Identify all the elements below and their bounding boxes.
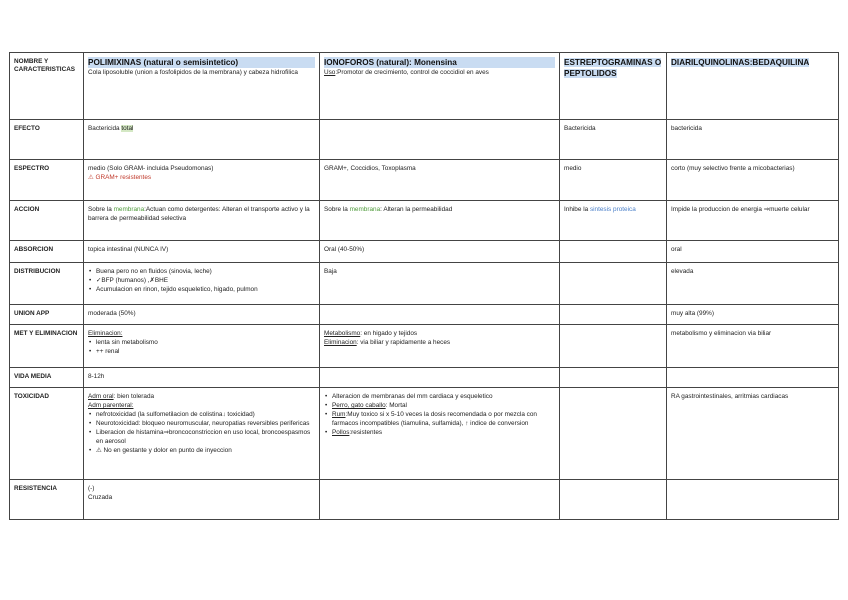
efecto-text: Bactericida: [88, 125, 122, 132]
table-row-toxicidad: [10, 388, 839, 480]
list-item: • ✓BFP (humanos) ,✗BHE: [96, 276, 315, 285]
table-row-distribucion: [10, 263, 839, 305]
cell-estreptograminas-resistencia: [560, 480, 667, 520]
cell-ionoforos-efecto: [320, 120, 560, 160]
cell-polimixinas-accion: [84, 201, 320, 241]
estreptograminas-title: ESTREPTOGRAMINAS O PEPTOLIDOS: [564, 58, 662, 78]
cell-ionoforos-met: [320, 325, 560, 368]
list-item: [332, 401, 555, 410]
cell-polimixinas-espectro: [84, 160, 320, 201]
cell-polimixinas-header: [84, 53, 320, 120]
cell-ionoforos-header: [320, 53, 560, 120]
list-item: • lenta sin metabolismo: [96, 338, 315, 347]
accion-text-c: :Actuan como detergentes: Alteran el transporte activo y la barrera de permeabilidad selectiva: [88, 206, 310, 222]
table-row-met: [10, 325, 839, 368]
diarilquinolinas-title: DIARILQUINOLINAS:BEDAQUILINA: [671, 58, 810, 67]
tox-adm-oral-label: Adm oral: [88, 393, 114, 400]
row-label-nombre: NOMBRE Y CARACTERISTICAS: [10, 53, 84, 120]
ionoforos-title: IONOFOROS (natural): Monensina: [324, 57, 555, 68]
resistencia-neg: (-): [88, 485, 95, 492]
cell-estreptograminas-union: [560, 305, 667, 325]
cell-ionoforos-distribucion: Baja: [320, 263, 560, 305]
tox-adm-oral-text: : bien tolerada: [113, 393, 155, 400]
cell-ionoforos-espectro: GRAM+, Coccidios, Toxoplasma: [320, 160, 560, 201]
list-item: • Alteracion de membranas del mm cardiaca y esqueletico: [332, 392, 555, 401]
list-item: • ⚠ No en gestante y dolor en punto de inyeccion: [96, 446, 315, 455]
accion-text-a: Sobre la: [88, 206, 114, 213]
cell-diarilquinolinas-distribucion: elevada: [667, 263, 839, 305]
row-label-met: MET Y ELIMINACION: [10, 325, 84, 368]
cell-polimixinas-absorcion: topica intestinal (NUNCA IV): [84, 241, 320, 263]
row-label-distribucion: DISTRIBUCION: [10, 263, 84, 305]
row-label-efecto: EFECTO: [10, 120, 84, 160]
tox-pollos-text: :resistentes: [349, 429, 383, 436]
cell-estreptograminas-efecto: Bactericida: [560, 120, 667, 160]
cell-polimixinas-vida: 8-12h: [84, 368, 320, 388]
cell-diarilquinolinas-toxicidad: RA gastrointestinales, arritmias cardiacas: [667, 388, 839, 480]
cell-diarilquinolinas-absorcion: oral: [667, 241, 839, 263]
espectro-gram-neg: medio (Solo GRAM- incluida Pseudomonas): [88, 165, 214, 172]
cell-diarilquinolinas-resistencia: [667, 480, 839, 520]
cell-ionoforos-accion: [320, 201, 560, 241]
cell-diarilquinolinas-met: metabolismo y eliminacion via biliar: [667, 325, 839, 368]
cell-polimixinas-toxicidad: [84, 388, 320, 480]
tox-perro-text: : Mortal: [385, 402, 407, 409]
table-row-resistencia: [10, 480, 839, 520]
tox-rum-label: Rum: [332, 411, 346, 418]
row-label-resistencia: RESISTENCIA: [10, 480, 84, 520]
cell-ionoforos-absorcion: Oral (40-50%): [320, 241, 560, 263]
ionoforos-uso-desc: :Promotor de crecimiento, control de coccidiol en aves: [335, 69, 489, 76]
list-item: [332, 428, 555, 437]
espectro-warning: ⚠ GRAM+ resistentes: [88, 174, 152, 181]
list-item: • nefrotoxicidad (la sulfometilacion de colistina↓ toxicidad): [96, 410, 315, 419]
tox-pollos-label: Pollos: [332, 429, 350, 436]
met-eliminacion-head: Eliminacion:: [88, 330, 123, 337]
accion-iono-c: : Alteran la permeabilidad: [380, 206, 453, 213]
polimixinas-desc: Cola liposoluble (union a fosfolipidos de la membrana) y cabeza hidrofilica: [88, 69, 298, 76]
cell-diarilquinolinas-efecto: bactericida: [667, 120, 839, 160]
cell-estreptograminas-accion: [560, 201, 667, 241]
table-row-union: [10, 305, 839, 325]
resistencia-cruzada: Cruzada: [88, 494, 113, 501]
cell-estreptograminas-espectro: medio: [560, 160, 667, 201]
cell-diarilquinolinas-union: muy alta (99%): [667, 305, 839, 325]
accion-membrana: membrana: [113, 206, 145, 213]
cell-polimixinas-distribucion: [84, 263, 320, 305]
met-eliminacion-label: Eliminacion: [324, 339, 357, 346]
efecto-total-highlight: total: [121, 125, 134, 132]
cell-diarilquinolinas-espectro: corto (muy selectivo frente a micobacterias): [667, 160, 839, 201]
met-eliminacion-text: : via biliar y rapidamente a heces: [356, 339, 451, 346]
table-row-header: [10, 53, 839, 120]
row-label-espectro: ESPECTRO: [10, 160, 84, 201]
accion-iono-membrana: membrana: [349, 206, 381, 213]
cell-ionoforos-union: [320, 305, 560, 325]
accion-iono-a: Sobre la: [324, 206, 350, 213]
ionoforos-uso-label: Uso: [324, 69, 336, 76]
list-item: • Liberacion de histamina⇒broncoconstriccion en uso local, broncoespasmos en aerosol: [96, 428, 315, 446]
accion-sintesis: sintesis proteica: [589, 206, 636, 213]
cell-polimixinas-union: moderada (50%): [84, 305, 320, 325]
cell-polimixinas-efecto: [84, 120, 320, 160]
table-row-espectro: [10, 160, 839, 201]
row-label-union: UNION APP: [10, 305, 84, 325]
table-row-absorcion: [10, 241, 839, 263]
tox-rum-text: :Muy toxico si x 5-10 veces la dosis recomendada o por mezcla con farmacos incompatibles (tiamulina, sulfamida), ↑ indice de conversion: [332, 411, 537, 427]
tox-adm-parenteral-label: Adm parenteral:: [88, 402, 134, 409]
list-item: • Acumulacion en rinon, tejido esqueletico, higado, pulmon: [96, 285, 315, 294]
cell-estreptograminas-distribucion: [560, 263, 667, 305]
polimixinas-title: POLIMIXINAS (natural o semisintetico): [88, 57, 315, 68]
met-metabolismo-label: Metabolismo: [324, 330, 361, 337]
cell-polimixinas-met: [84, 325, 320, 368]
cell-estreptograminas-absorcion: [560, 241, 667, 263]
row-label-accion: ACCION: [10, 201, 84, 241]
cell-ionoforos-resistencia: [320, 480, 560, 520]
cell-estreptograminas-vida: [560, 368, 667, 388]
comparison-table: [9, 52, 839, 520]
list-item: • Buena pero no en fluidos (sinovia, leche): [96, 267, 315, 276]
accion-estrep-a: Inhibe la: [564, 206, 590, 213]
table-row-efecto: [10, 120, 839, 160]
met-metabolismo-text: : en higado y tejidos: [360, 330, 418, 337]
cell-diarilquinolinas-accion: Impide la produccion de energia ⇒muerte celular: [667, 201, 839, 241]
cell-ionoforos-toxicidad: [320, 388, 560, 480]
cell-diarilquinolinas-header: [667, 53, 839, 120]
cell-ionoforos-vida: [320, 368, 560, 388]
list-item: • ++ renal: [96, 347, 315, 356]
list-item: [332, 410, 555, 428]
cell-estreptograminas-toxicidad: [560, 388, 667, 480]
cell-polimixinas-resistencia: [84, 480, 320, 520]
row-label-absorcion: ABSORCION: [10, 241, 84, 263]
cell-estreptograminas-met: [560, 325, 667, 368]
table-row-vida: [10, 368, 839, 388]
list-item: • Neurotoxicidad: bloqueo neuromuscular, neuropatias reversibles perifericas: [96, 419, 315, 428]
table-row-accion: [10, 201, 839, 241]
row-label-toxicidad: TOXICIDAD: [10, 388, 84, 480]
cell-estreptograminas-header: [560, 53, 667, 120]
row-label-vida: VIDA MEDIA: [10, 368, 84, 388]
cell-diarilquinolinas-vida: [667, 368, 839, 388]
tox-perro-label: Perro, gato caballo: [332, 402, 386, 409]
